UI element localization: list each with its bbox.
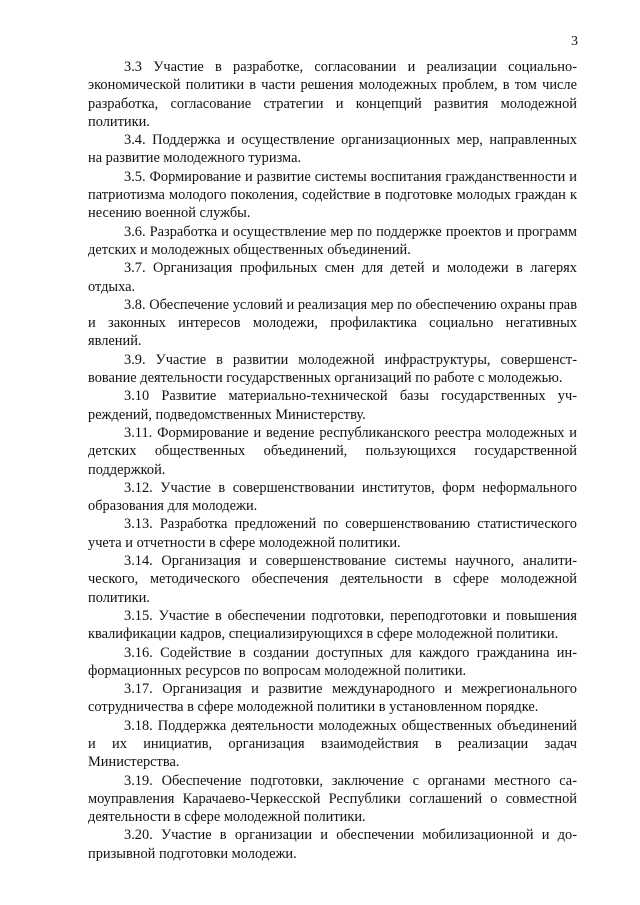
paragraph-3-14: 3.14. Организация и совершенствование системы научного, аналитического, методического обеспечения деятельности в сфере молодежной политики. <box>88 553 577 606</box>
document-body <box>88 58 577 863</box>
paragraph-3-16: 3.16. Содействие в создании доступных для каждого гражданина информационных ресурсов по вопросам молодежной политики. <box>88 644 577 679</box>
paragraph-3-18: 3.18. Поддержка деятельности молодежных общественных объединений и их инициатив, организация взаимодействия в реализации задач Министерства. <box>88 717 577 771</box>
paragraph-3-19: 3.19. Обеспечение подготовки, заключение с органами местного самоуправления Карачаево-Черкесской Республики соглашений о совместной деятельности в сфере молодежной политики. <box>88 772 577 826</box>
paragraph-3-4: 3.4. Поддержка и осуществление организационных мер, направленных на развитие молодежного туризма. <box>88 132 577 167</box>
paragraph-3-3: 3.3 Участие в разработке, согласовании и реализации социально-экономической политики в части решения молодежных проблем, в том числе разработка, согласование стратегии и концепций развития молодежной политики. <box>88 59 577 130</box>
paragraph-3-7: 3.7. Организация профильных смен для детей и молодежи в лагерях отдыха. <box>88 260 577 295</box>
paragraph-3-17: 3.17. Организация и развитие международного и межрегионального сотрудничества в сфере молодежной политики в установленном порядке. <box>88 681 577 716</box>
paragraph-3-15: 3.15. Участие в обеспечении подготовки, переподготовки и повышения квалификации кадров, специализирующихся в сфере молодежной политики. <box>88 607 577 643</box>
paragraph-3-9: 3.9. Участие в развитии молодежной инфраструктуры, совершенствование деятельности государственных организаций по работе с молодежью. <box>88 351 577 387</box>
paragraph-3-20: 3.20. Участие в организации и обеспечении мобилизационной и допризывной подготовки молодежи. <box>88 827 577 862</box>
paragraph-3-12: 3.12. Участие в совершенствовании институтов, форм неформального образования для молодежи. <box>88 479 577 515</box>
paragraph-3-5: 3.5. Формирование и развитие системы воспитания гражданственности и патриотизма молодого поколения, содействие в подготовке молодых граждан к несению военной службы. <box>88 168 577 222</box>
paragraph-3-10: 3.10 Развитие материально-технической базы государственных учреждений, подведомственных Министерству. <box>88 388 577 423</box>
paragraph-3-6: 3.6. Разработка и осуществление мер по поддержке проектов и программ детских и молодежных общественных объединений. <box>88 223 577 258</box>
paragraph-3-8: 3.8. Обеспечение условий и реализация мер по обеспечению охраны прав и законных интересов молодежи, профилактика социально негативных явлений. <box>88 296 577 350</box>
paragraph-3-13: 3.13. Разработка предложений по совершенствованию статистического учета и отчетности в сфере молодежной политики. <box>88 516 577 551</box>
page-number: 3 <box>571 34 578 49</box>
paragraph-3-11: 3.11. Формирование и ведение республиканского реестра молодежных и детских общественных объединений, пользующихся государственной поддержкой. <box>88 424 577 478</box>
